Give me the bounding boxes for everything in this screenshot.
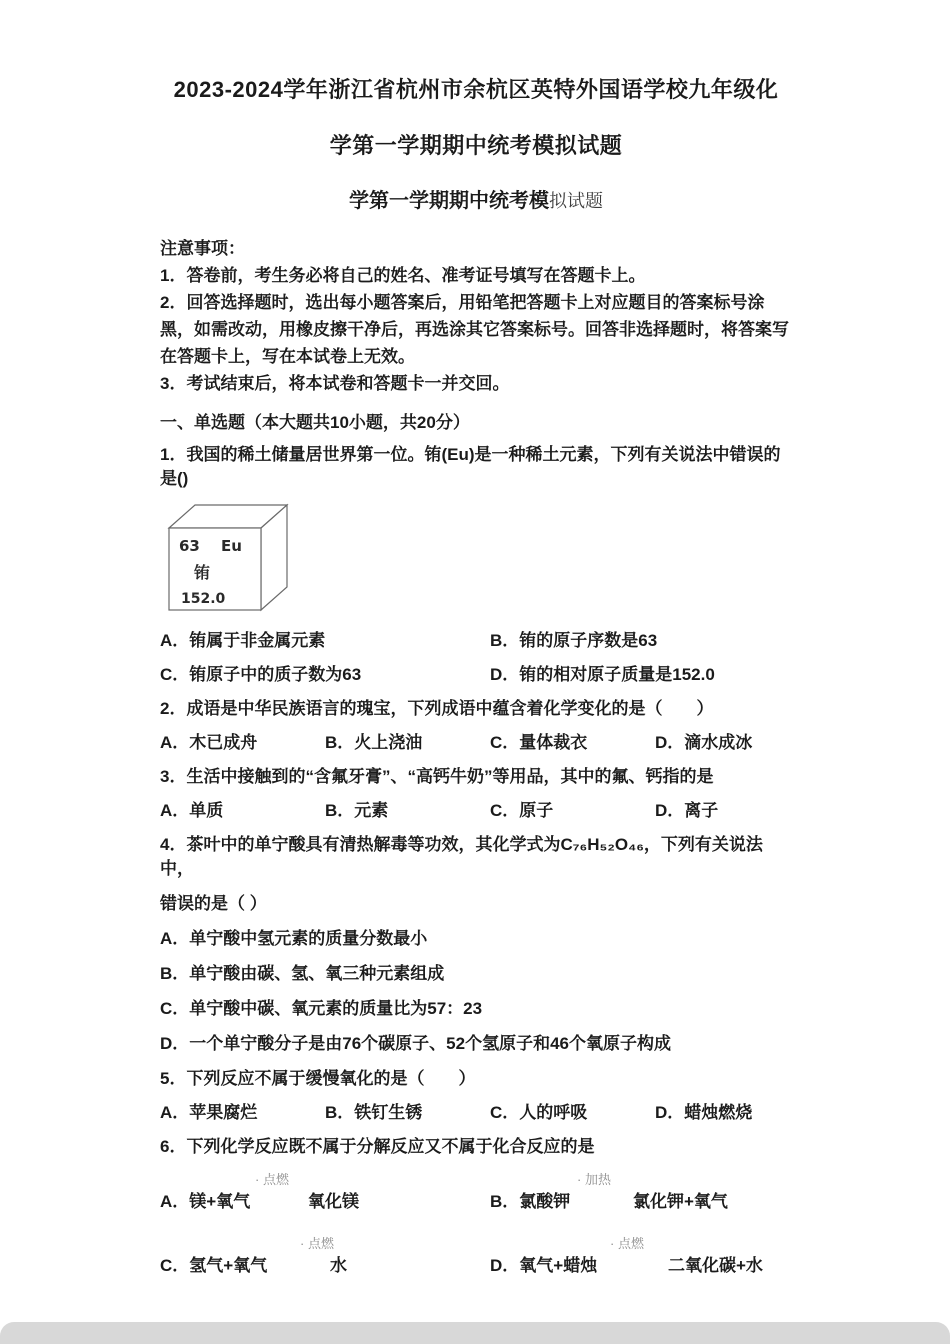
option-row [160, 629, 792, 653]
condition-label: · 加热 [577, 1172, 611, 1187]
notice-heading: 注意事项： [160, 239, 245, 258]
option-b: B．火上浇油 [325, 733, 423, 752]
question-stem: 6．下列化学反应既不属于分解反应又不属于化合反应的是 [160, 1137, 595, 1156]
option-b-products: 氯化钾+氧气 [633, 1192, 728, 1211]
notice-block [160, 236, 792, 397]
option-a: A．单宁酸中氢元素的质量分数最小 [160, 929, 428, 948]
option-c: C．单宁酸中碳、氧元素的质量比为57：23 [160, 999, 483, 1018]
option-c: C．量体裁衣 [490, 733, 588, 752]
page-subtitle [160, 190, 792, 214]
notice-item: 1．答卷前，考生务必将自己的姓名、准考证号填写在答题卡上。 [160, 266, 646, 285]
option-d: D．一个单宁酸分子是由76个碳原子、52个氢原子和46个氧原子构成 [160, 1034, 672, 1053]
option-a: A．木已成舟 [160, 733, 258, 752]
option-b: B．单宁酸由碳、氢、氧三种元素组成 [160, 964, 445, 983]
condition-label: · 点燃 [255, 1172, 289, 1187]
option-b: B．铕的原子序数是63 [490, 631, 658, 650]
section-heading: 一、单选题（本大题共10小题，共20分） [160, 413, 470, 432]
option-c-reactants: C．氢气+氧气 [160, 1256, 268, 1275]
page-title-line2: 学第一学期期中统考模拟试题 [329, 133, 623, 158]
question-6 [160, 1135, 792, 1281]
option-row [160, 1101, 792, 1125]
spacer [160, 1217, 792, 1233]
element-cell-drawing [166, 501, 298, 615]
title-block [160, 78, 792, 214]
option-b: B．铁钉生锈 [325, 1103, 423, 1122]
option-row [160, 731, 792, 755]
equation-row [160, 1251, 792, 1281]
question-stem-line2: 错误的是（ ） [160, 894, 267, 913]
option-d-products: 二氧化碳+水 [668, 1256, 763, 1275]
element-atomic-number: 63 [179, 537, 200, 555]
option-d: D．滴水成冰 [655, 733, 753, 752]
condition-label: · 点燃 [610, 1236, 644, 1251]
condition-label: · 点燃 [300, 1236, 334, 1251]
option-row [160, 663, 792, 687]
notice-item: 2．回答选择题时，选出每小题答案后，用铅笔把答题卡上对应题目的答案标号涂黑，如需改动，用橡皮擦干净后，再选涂其它答案标号。回答非选择题时，将答案写在答题卡上，写在本试卷上无效。 [160, 293, 789, 366]
question-stem: 1．我国的稀土储量居世界第一位。铕(Eu)是一种稀土元素，下列有关说法中错误的是() [160, 445, 781, 488]
option-c: C．人的呼吸 [490, 1103, 588, 1122]
option-b: B．元素 [325, 801, 389, 820]
page-subtitle-bold: 学第一学期期中统考模 [349, 190, 549, 212]
option-a-reactants: A．镁+氧气 [160, 1192, 251, 1211]
element-name: 铕 [194, 563, 211, 582]
option-b-reactants: B．氯酸钾 [490, 1192, 571, 1211]
option-d: D．离子 [655, 801, 719, 820]
option-d-reactants: D．氧气+蜡烛 [490, 1256, 598, 1275]
element-atomic-mass: 152.0 [181, 591, 226, 607]
question-1 [160, 443, 792, 687]
question-5 [160, 1067, 792, 1125]
question-2 [160, 697, 792, 755]
question-stem: 2．成语是中华民族语言的瑰宝，下列成语中蕴含着化学变化的是（ ） [160, 699, 714, 718]
question-stem: 3．生活中接触到的“含氟牙膏”、“高钙牛奶”等用品，其中的氟、钙指的是 [160, 767, 714, 786]
question-stem: 5．下列反应不属于缓慢氧化的是（ ） [160, 1069, 476, 1088]
option-c: C．铕原子中的质子数为63 [160, 665, 362, 684]
question-4 [160, 833, 792, 1056]
option-d: D．铕的相对原子质量是152.0 [490, 665, 715, 684]
reaction-condition-row [160, 1233, 792, 1251]
notice-item: 3．考试结束后，将本试卷和答题卡一并交回。 [160, 374, 510, 393]
option-a: A．铕属于非金属元素 [160, 631, 326, 650]
option-c-products: 水 [330, 1256, 347, 1275]
option-a: A．单质 [160, 801, 224, 820]
page-bottom-edge [0, 1322, 950, 1344]
option-a-products: 氧化镁 [308, 1192, 359, 1211]
question-stem-line1: 4．茶叶中的单宁酸具有清热解毒等功效，其化学式为C₇₆H₅₂O₄₆，下列有关说法中， [160, 835, 763, 878]
option-a: A．苹果腐烂 [160, 1103, 258, 1122]
element-symbol: Eu [221, 537, 242, 555]
page-subtitle-light: 拟试题 [549, 191, 603, 211]
option-row [160, 799, 792, 823]
option-c: C．原子 [490, 801, 554, 820]
equation-row [160, 1187, 792, 1217]
option-d: D．蜡烛燃烧 [655, 1103, 753, 1122]
question-3 [160, 765, 792, 823]
page-title-line1: 2023-2024学年浙江省杭州市余杭区英特外国语学校九年级化 [173, 77, 779, 102]
element-cell-figure [166, 501, 792, 615]
reaction-condition-row [160, 1169, 792, 1187]
